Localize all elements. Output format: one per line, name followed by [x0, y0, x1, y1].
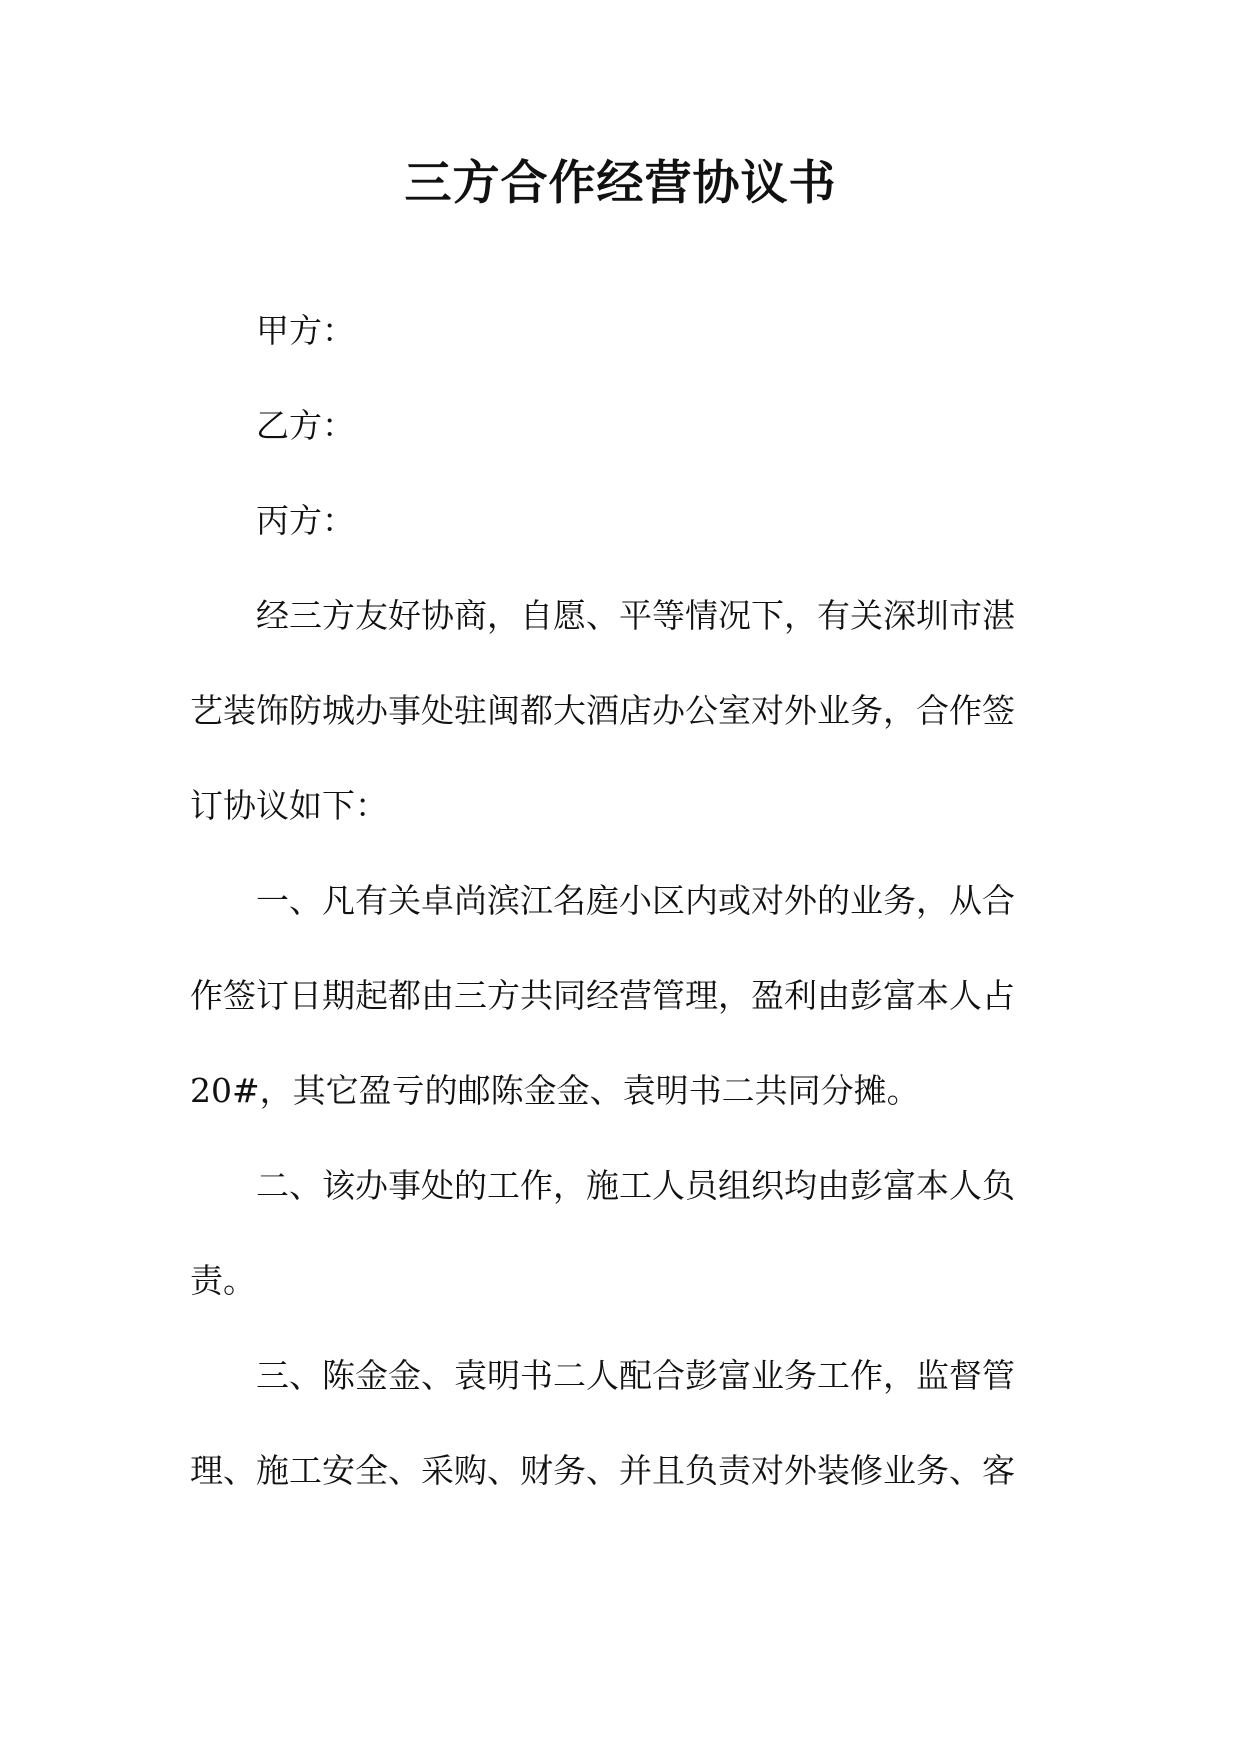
clause-1-line: 20#，其它盈亏的邮陈金金、袁明书二共同分摊。 — [190, 1071, 920, 1110]
clause-1-line: 作签订日期起都由三方共同经营管理，盈利由彭富本人占 — [190, 976, 1015, 1015]
clause-1-line: 一、凡有关卓尚滨江名庭小区内或对外的业务，从合 — [256, 881, 1015, 920]
clause-3-line: 三、陈金金、袁明书二人配合彭富业务工作，监督管 — [256, 1356, 1015, 1395]
intro-line: 经三方友好协商，自愿、平等情况下，有关深圳市湛 — [256, 596, 1015, 635]
intro-line: 艺装饰防城办事处驻闽都大酒店办公室对外业务，合作签 — [190, 691, 1015, 730]
clause-2-line: 二、该办事处的工作，施工人员组织均由彭富本人负 — [256, 1166, 1015, 1205]
party-a-label: 甲方： — [256, 311, 355, 350]
party-b-label: 乙方： — [256, 406, 355, 445]
party-c-label: 丙方： — [256, 501, 355, 540]
intro-line: 订协议如下： — [190, 786, 388, 825]
clause-3-line: 理、施工安全、采购、财务、并且负责对外装修业务、客 — [190, 1451, 1015, 1490]
clause-2-line: 责。 — [190, 1261, 256, 1300]
document-title: 三方合作经营协议书 — [404, 156, 837, 211]
